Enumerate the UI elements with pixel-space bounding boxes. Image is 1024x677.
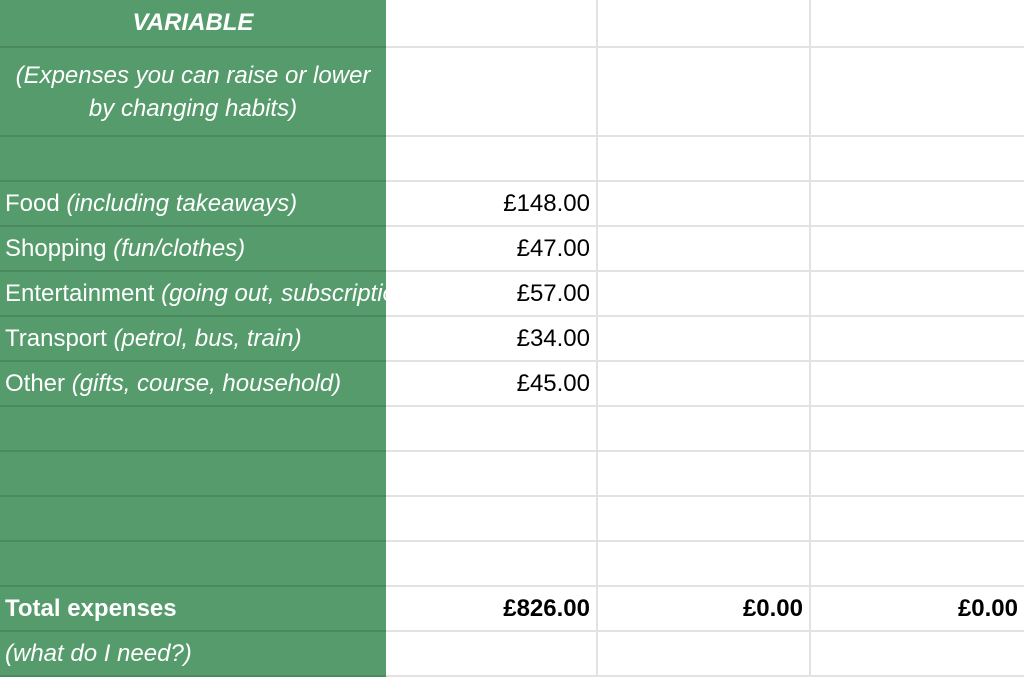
total-value: £826.00 bbox=[503, 594, 590, 622]
cell-d10[interactable] bbox=[811, 452, 1024, 497]
cell-c11[interactable] bbox=[598, 497, 811, 542]
cell-d6[interactable] bbox=[811, 272, 1024, 317]
cell-total-note[interactable] bbox=[0, 632, 386, 677]
total-value: £0.00 bbox=[957, 594, 1018, 622]
cell-d9[interactable] bbox=[811, 407, 1024, 452]
cell-b9[interactable] bbox=[386, 407, 598, 452]
cell-d14[interactable] bbox=[811, 632, 1024, 677]
cell-d11[interactable] bbox=[811, 497, 1024, 542]
cell-b12[interactable] bbox=[386, 542, 598, 587]
total-note: (what do I need?) bbox=[5, 639, 192, 667]
cell-c8[interactable] bbox=[598, 362, 811, 407]
row-shopping bbox=[0, 227, 1024, 272]
expense-amount: £34.00 bbox=[516, 324, 590, 352]
cell-other-amount[interactable] bbox=[386, 362, 598, 407]
row-entertainment bbox=[0, 272, 1024, 317]
cell-b11[interactable] bbox=[386, 497, 598, 542]
expense-amount: £45.00 bbox=[516, 369, 590, 397]
cell-c6[interactable] bbox=[598, 272, 811, 317]
expense-amount: £57.00 bbox=[516, 279, 590, 307]
cell-d7[interactable] bbox=[811, 317, 1024, 362]
expense-label: Entertainment bbox=[5, 279, 155, 307]
cell-d8[interactable] bbox=[811, 362, 1024, 407]
cell-d5[interactable] bbox=[811, 227, 1024, 272]
row-total bbox=[0, 587, 1024, 632]
cell-shopping-amount[interactable] bbox=[386, 227, 598, 272]
cell-other-label[interactable] bbox=[0, 362, 386, 407]
total-value: £0.00 bbox=[742, 594, 803, 622]
cell-d2[interactable] bbox=[811, 48, 1024, 137]
row-blank-5 bbox=[0, 542, 1024, 587]
cell-total-label[interactable] bbox=[0, 587, 386, 632]
cell-c10[interactable] bbox=[598, 452, 811, 497]
cell-variable-subtitle[interactable] bbox=[0, 48, 386, 137]
cell-b10[interactable] bbox=[386, 452, 598, 497]
cell-transport-label[interactable] bbox=[0, 317, 386, 362]
variable-title: VARIABLE bbox=[132, 9, 254, 36]
variable-subtitle: (Expenses you can raise or lower by changing habits) bbox=[15, 61, 371, 122]
row-blank-1 bbox=[0, 137, 1024, 182]
cell-c5[interactable] bbox=[598, 227, 811, 272]
cell-b2[interactable] bbox=[386, 48, 598, 137]
row-total-note bbox=[0, 632, 1024, 677]
row-other bbox=[0, 362, 1024, 407]
cell-food-label[interactable] bbox=[0, 182, 386, 227]
expense-amount: £148.00 bbox=[503, 189, 590, 217]
expense-label: Shopping bbox=[5, 234, 107, 262]
row-blank-4 bbox=[0, 497, 1024, 542]
row-subtitle bbox=[0, 48, 1024, 137]
cell-c14[interactable] bbox=[598, 632, 811, 677]
cell-c12[interactable] bbox=[598, 542, 811, 587]
expense-hint: (gifts, course, household) bbox=[71, 369, 342, 397]
cell-entertainment-amount[interactable] bbox=[386, 272, 598, 317]
expense-label: Other bbox=[5, 369, 66, 397]
cell-a10[interactable] bbox=[0, 452, 386, 497]
row-blank-3 bbox=[0, 452, 1024, 497]
cell-b1[interactable] bbox=[386, 0, 598, 48]
expense-label: Food bbox=[5, 189, 60, 217]
cell-a9[interactable] bbox=[0, 407, 386, 452]
cell-b14[interactable] bbox=[386, 632, 598, 677]
cell-c1[interactable] bbox=[598, 0, 811, 48]
cell-b3[interactable] bbox=[386, 137, 598, 182]
row-blank-2 bbox=[0, 407, 1024, 452]
total-label: Total expenses bbox=[5, 594, 177, 622]
expense-hint: (going out, subscriptions) bbox=[161, 279, 430, 307]
row-header bbox=[0, 0, 1024, 48]
cell-total-b[interactable] bbox=[386, 587, 598, 632]
expense-amount: £47.00 bbox=[516, 234, 590, 262]
cell-c2[interactable] bbox=[598, 48, 811, 137]
row-food bbox=[0, 182, 1024, 227]
cell-c4[interactable] bbox=[598, 182, 811, 227]
expense-label: Transport bbox=[5, 324, 107, 352]
expense-hint: (including takeaways) bbox=[66, 189, 298, 217]
expense-hint: (fun/clothes) bbox=[113, 234, 246, 262]
row-transport bbox=[0, 317, 1024, 362]
cell-a11[interactable] bbox=[0, 497, 386, 542]
cell-c7[interactable] bbox=[598, 317, 811, 362]
cell-d1[interactable] bbox=[811, 0, 1024, 48]
cell-a3[interactable] bbox=[0, 137, 386, 182]
cell-d3[interactable] bbox=[811, 137, 1024, 182]
cell-a12[interactable] bbox=[0, 542, 386, 587]
cell-entertainment-label[interactable] bbox=[0, 272, 430, 317]
cell-total-d[interactable] bbox=[811, 587, 1024, 632]
cell-c3[interactable] bbox=[598, 137, 811, 182]
cell-variable-title[interactable] bbox=[0, 0, 386, 48]
expense-hint: (petrol, bus, train) bbox=[113, 324, 302, 352]
cell-shopping-label[interactable] bbox=[0, 227, 386, 272]
cell-d4[interactable] bbox=[811, 182, 1024, 227]
cell-d12[interactable] bbox=[811, 542, 1024, 587]
cell-transport-amount[interactable] bbox=[386, 317, 598, 362]
cell-food-amount[interactable] bbox=[386, 182, 598, 227]
cell-total-c[interactable] bbox=[598, 587, 811, 632]
cell-c9[interactable] bbox=[598, 407, 811, 452]
